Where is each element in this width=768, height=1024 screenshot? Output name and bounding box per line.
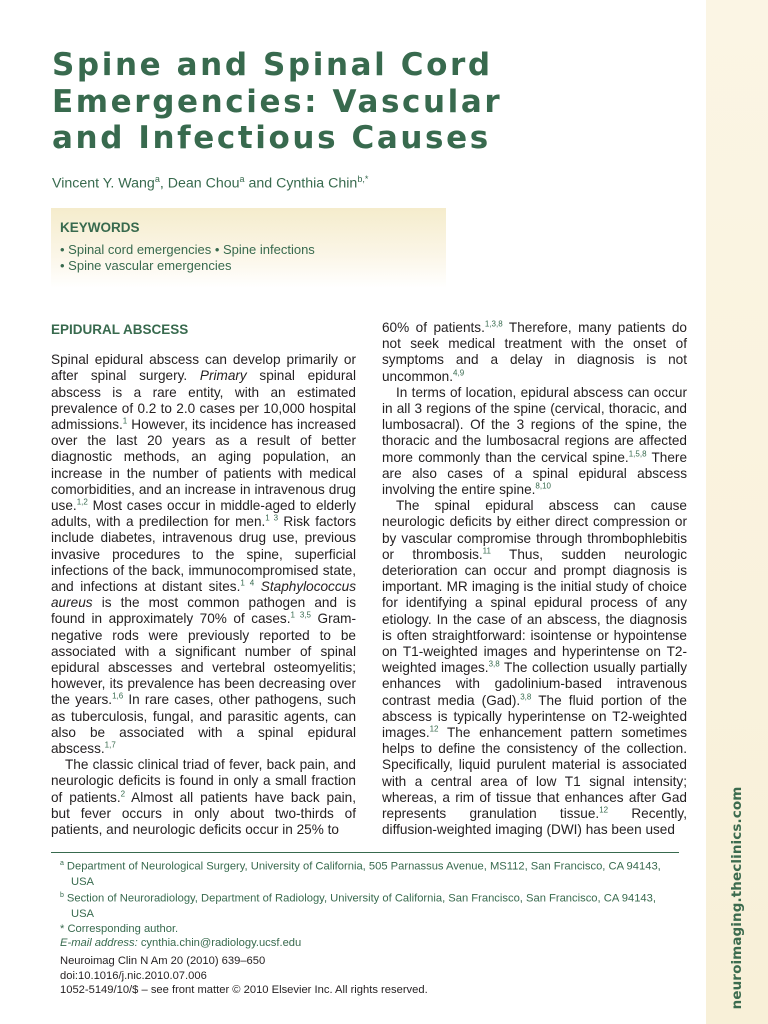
footnote-divider <box>51 852 679 853</box>
citation-reference[interactable]: 1,6 <box>112 691 124 701</box>
email-link[interactable]: cynthia.chin@radiology.ucsf.edu <box>140 937 302 950</box>
footnotes <box>60 857 680 951</box>
paragraph: Spinal epidural abscess can develop primarily or after spinal surgery. Primary spinal epidural abscess is a rare entity, with an estimated prevalence of 0.2 to 2.0 cases per 10,000 hospital admissions.$^1$ However, its incidence has increased over the last 20 years as a result of better diagnostic methods, an aging population, an increase in the number of patients with medical comorbidities, and an increase in intravenous drug use.$^{1,2}$ Most cases occur in middle-aged to elderly adults, with a predilection for men.$^{1 3}$ Risk factors include diabetes, intravenous drug use, previous invasive procedures to the spine, superficial infections of the back, immunocompromised state, and infections at distant sites.$^{1 4}$ Staphylococcus aureus is the most common pathogen and is found in approximately 70% of cases.$^{1 3,5}$ Gram-negative rods were previously reported to be associated with a significant number of spinal epidural abscesses and vertebral osteomyelitis; however, its prevalence has been decreasing over the years.$^{1,6}$ In rare cases, other pathogens, such as tuberculosis, fungal, and parasitic agents, can also be associated with a spinal epidural abscess.$^{1,7}$ <box>51 352 357 757</box>
author-separator: and <box>244 175 277 192</box>
journal-sidebar <box>706 0 768 1024</box>
citation-reference[interactable]: 12 <box>429 724 439 734</box>
citation-reference[interactable]: 1,2 <box>76 497 88 507</box>
citation-reference[interactable]: 1,7 <box>104 740 116 750</box>
affiliation-mark: b <box>60 892 64 900</box>
citation-reference[interactable]: 3,8 <box>520 692 532 702</box>
keywords-line: • Spine vascular emergencies <box>60 258 232 273</box>
citation-reference[interactable]: 8,10 <box>535 481 551 491</box>
title-line: and Infectious Causes <box>52 120 491 156</box>
affiliation-text: Department of Neurological Surgery, University of California, 505 Parnassus Avenue, MS112, San Francisco, CA 94143, USA <box>66 860 661 888</box>
paragraph: The spinal epidural abscess can cause neurologic deficits by either direct compression or by vascular compromise through thrombophlebitis or thrombosis.$^{11}$ Thus, sudden neurologic deterioration can occur and prompt diagnosis is important. MR imaging is the initial study of choice for identifying a spinal epidural process of any etiology. In the case of an abscess, the diagnosis is often straightforward: isointense or hypointense on T1-weighted images and hyperintense on T2-weighted images.$^{3,8}$ The collection usually partially enhances with gadolinium-based intravenous contrast media (Gad).$^{3,8}$ The fluid portion of the abscess is typically hyperintense on T2-weighted images.$^{12}$ The enhancement pattern sometimes helps to define the consistency of the collection. Specifically, liquid purulent material is associated with a central area of low T1 signal intensity; whereas, a rim of tissue that enhances after Gad represents granulation tissue.$^{12}$ Recently, diffusion-weighted imaging (DWI) has been used <box>382 498 688 838</box>
article-title <box>52 47 502 157</box>
affiliation-mark: a <box>154 174 160 184</box>
affiliation-footnote <box>60 889 680 921</box>
citation-reference[interactable]: 3,8 <box>488 659 500 669</box>
paragraph: In terms of location, epidural abscess can occur in all 3 regions of the spine (cervical, thoracic, and lumbosacral). Of the 3 regions of the spine, the thoracic and the lumbosacral regions are affected more commonly than the cervical spine.$^{1,5,8}$ There are also cases of a spinal epidural abscess involving the entire spine.$^{8,10}$ <box>382 384 687 498</box>
copyright-notice: 1052-5149/10/$ – see front matter © 2010 Elsevier Inc. All rights reserved. <box>60 984 428 996</box>
author-name: Dean Chou <box>167 175 240 192</box>
keywords-line: • Spinal cord emergencies • Spine infections <box>60 242 315 257</box>
citation-reference[interactable]: 1 3 <box>265 513 279 523</box>
affiliation-mark: a <box>60 860 64 867</box>
author-list <box>52 174 368 192</box>
email-label: E-mail address: <box>60 937 138 950</box>
citation-reference[interactable]: 1 4 <box>240 578 255 588</box>
citation-block <box>60 954 428 998</box>
affiliation-mark: b,* <box>357 174 369 184</box>
right-column <box>382 320 687 839</box>
corresponding-author: * Corresponding author. <box>60 922 179 935</box>
author-separator: , <box>159 175 168 192</box>
left-column <box>51 320 356 838</box>
affiliation-footnote <box>60 857 680 889</box>
citation-reference[interactable]: 11 <box>482 546 491 556</box>
citation-reference[interactable]: 1,3,8 <box>484 319 503 329</box>
citation-reference[interactable]: 1,5,8 <box>628 449 647 459</box>
doi-link[interactable]: doi:10.1016/j.nic.2010.07.006 <box>60 969 207 982</box>
citation-reference[interactable]: 4,9 <box>453 368 465 378</box>
citation-reference[interactable]: 12 <box>599 805 609 815</box>
title-line: Spine and Spinal Cord <box>52 47 493 83</box>
citation-reference[interactable]: 1 3,5 <box>290 610 312 620</box>
affiliation-mark: a <box>239 174 245 184</box>
author-name: Cynthia Chin <box>276 175 358 192</box>
email-line <box>60 936 680 951</box>
italic-term: Staphylococcus aureus <box>51 579 357 611</box>
keywords-heading: KEYWORDS <box>60 220 140 235</box>
citation-reference[interactable]: 1 <box>122 416 128 426</box>
paragraph: 60% of patients.$^{1,3,8}$ Therefore, many patients do not seek medical treatment with the onset of symptoms and a delay in diagnosis is not uncommon.$^{4,9}$ <box>382 319 687 384</box>
author-name: Vincent Y. Wang <box>52 175 155 192</box>
journal-url[interactable]: neuroimaging.theclinics.com <box>729 786 745 1010</box>
italic-term: Primary <box>199 368 247 384</box>
journal-citation: Neuroimag Clin N Am 20 (2010) 639–650 <box>60 955 266 967</box>
citation-reference[interactable]: 2 <box>120 789 126 799</box>
keywords-box <box>51 208 446 288</box>
paragraph: The classic clinical triad of fever, back pain, and neurologic deficits is found in only a small fraction of patients.$^2$ Almost all patients have back pain, but fever occurs in only about two-thirds of patients, and neurologic deficits occur in 25% to <box>51 757 356 838</box>
title-line: Emergencies: Vascular <box>52 83 503 120</box>
section-heading: EPIDURAL ABSCESS <box>51 322 189 337</box>
affiliation-text: Section of Neuroradiology, Department of Radiology, University of California, San Francisco, San Francisco, CA 94143, USA <box>66 893 656 920</box>
